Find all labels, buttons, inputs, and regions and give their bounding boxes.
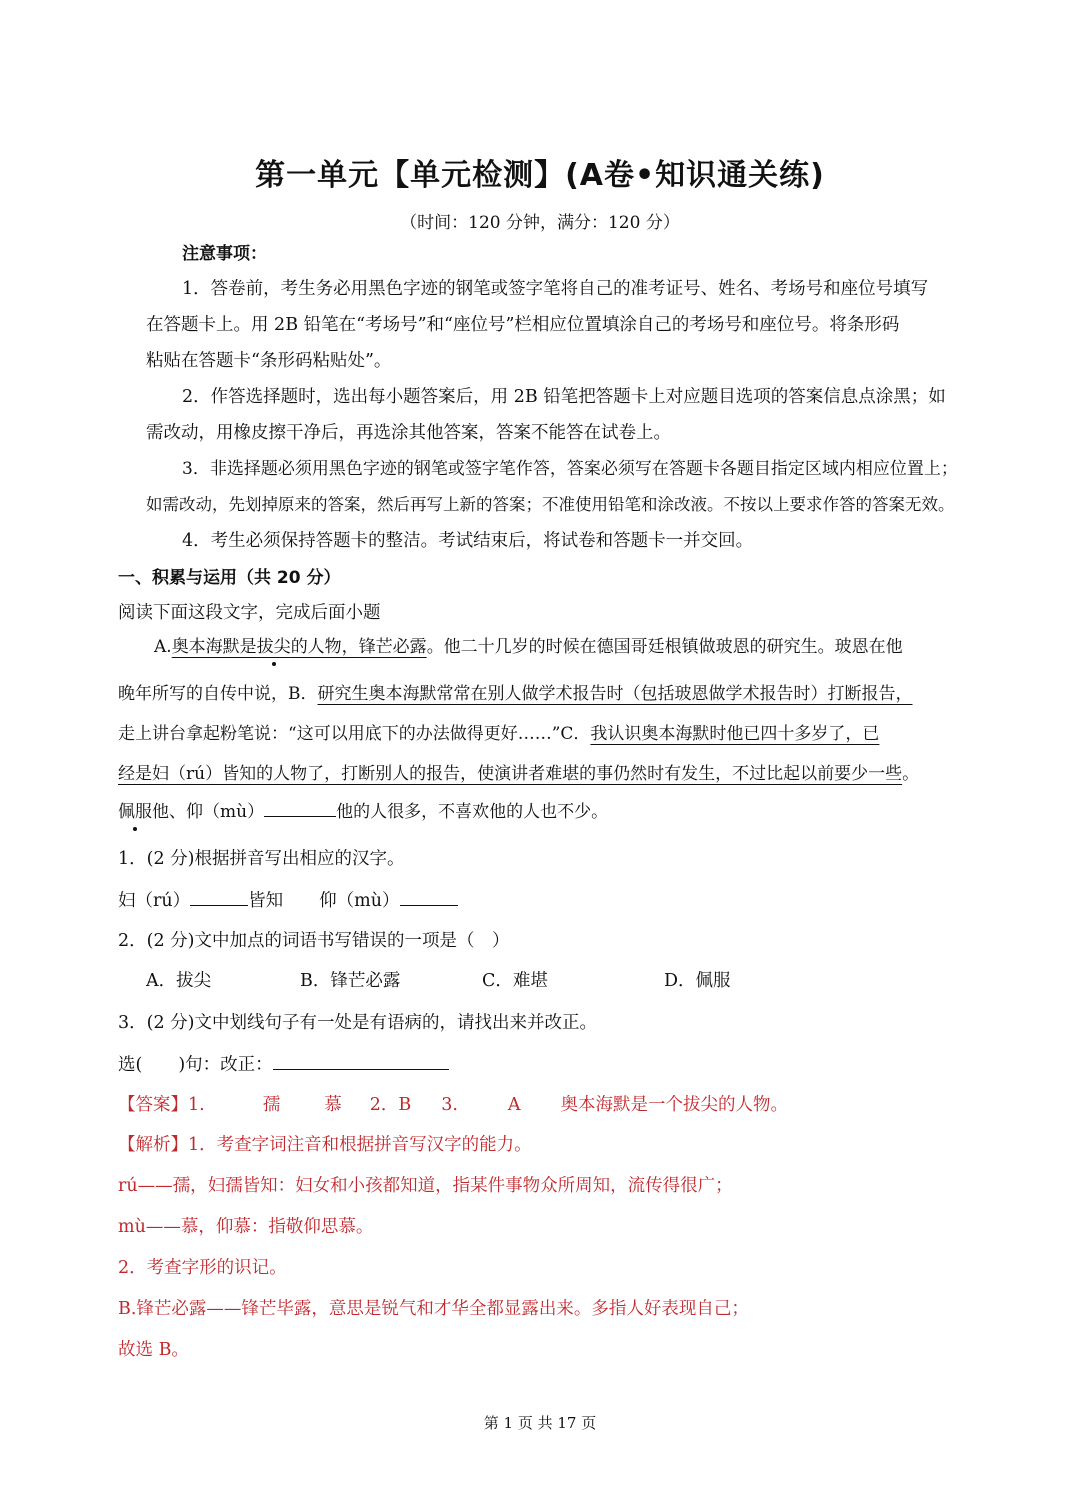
question-2-option-d[interactable]: D．佩服	[664, 971, 731, 991]
underlined-sentence-d-part2: 的事仍然时有发生，不过比起以前要少一些	[579, 764, 903, 784]
reading-intro: 阅读下面这段文字，完成后面小题	[118, 603, 381, 623]
analysis-text: 1．考查字词注音和根据拼音写汉字的能力。	[188, 1135, 532, 1155]
analysis-line-4: 2．考查字形的识记。	[118, 1258, 287, 1278]
notice-line-5: 需改动，用橡皮擦干净后，再选涂其他答案，答案不能答在试卷上。	[146, 423, 671, 443]
question-1-stem: 1．(2 分)根据拼音写出相应的汉字。	[118, 849, 405, 869]
notice-line-7: 如需改动，先划掉原来的答案，然后再写上新的答案；不准使用铅笔和涂改液。不按以上要求作答的答案无效。	[146, 495, 955, 514]
passage-text: 。他二十几岁的时候在德国哥廷根镇做玻恩的研究生。玻恩在他	[426, 637, 903, 657]
notice-line-8: 4．考生必须保持答题卡的整洁。考试结束后，将试卷和答题卡一并交回。	[182, 531, 754, 551]
answer-number: 3.	[441, 1095, 458, 1115]
answer-label: 【答案】	[118, 1095, 188, 1115]
passage-line-2	[118, 682, 913, 706]
q1-part-b-label: 仰（mù）	[319, 891, 400, 911]
dotted-word-bajian: 拔尖	[256, 637, 291, 657]
notice-line-4: 2．作答选择题时，选出每小题答案后，用 2B 铅笔把答题卡上对应题目选项的答案信息点涂黑；如	[182, 387, 946, 407]
analysis-line-3: mù——慕，仰慕：指敬仰思慕。	[118, 1217, 374, 1237]
underlined-sentence-c-part2: 经是妇（rú）皆知的人物了，打断别人的报告，	[118, 764, 478, 784]
passage-text: 他、仰（mù）	[152, 802, 265, 822]
sentence-a-marker: A.	[154, 637, 172, 657]
notice-line-2: 在答题卡上。用 2B 铅笔在“考场号”和“座位号”栏相应位置填涂自己的考场号和座位号。将条形码	[146, 315, 900, 335]
q1-part-a-suffix: 皆知	[248, 891, 284, 911]
underlined-sentence-b: 研究生奥本海默常常在别人做学术报告时（包括玻恩做学术报告时）打断报告，	[317, 684, 913, 704]
answer-blank[interactable]	[400, 887, 458, 906]
q3-select-label: 选(	[118, 1055, 143, 1075]
passage-line-5	[118, 798, 608, 824]
answer-blank[interactable]	[190, 887, 248, 906]
dotted-word-fengmangbilu: 锋芒必露	[358, 637, 427, 657]
blank-line	[264, 798, 336, 817]
question-2-option-c[interactable]: C．难堪	[482, 971, 548, 991]
q1-part-a-label: 妇（rú）	[118, 891, 191, 911]
answer-line	[118, 1093, 788, 1117]
passage-text: 走上讲台拿起粉笔说：“这可以用底下的办法做得更好……”C．	[118, 724, 591, 744]
question-3-stem: 3．(2 分)文中划线句子有一处是有语病的，请找出来并改正。	[118, 1013, 597, 1033]
notice-heading: 注意事项：	[182, 244, 267, 264]
answer-text: 慕	[324, 1095, 342, 1115]
question-2-stem: 2．(2 分)文中加点的词语书写错误的一项是（ ）	[118, 931, 510, 951]
answer-number: 1.	[188, 1095, 205, 1115]
notice-line-1: 1．答卷前，考生务必用黑色字迹的钢笔或签字笔将自己的准考证号、姓名、考场号和座位号填写	[182, 279, 929, 299]
underlined-sentence-a-part2: 的人物，	[290, 637, 359, 657]
dotted-word-nankan: 难堪	[545, 764, 580, 784]
passage-line-4	[118, 762, 919, 786]
analysis-line-6: 故选 B。	[118, 1340, 189, 1360]
passage-line-3	[118, 722, 879, 746]
page-number-footer: 第 1 页 共 17 页	[483, 1414, 597, 1432]
page-title: 第一单元【单元检测】(A卷•知识通关练)	[255, 158, 825, 193]
passage-line-1	[154, 635, 903, 659]
answer-text: 奥本海默是一个拔尖的人物。	[560, 1095, 789, 1115]
underlined-sentence-c-part1: 我认识奥本海默时他已四十多岁了，已	[590, 724, 880, 744]
answer-text: 孺	[262, 1095, 281, 1115]
notice-line-3: 粘贴在答题卡“条形码粘贴处”。	[146, 351, 392, 371]
exam-time-info: （时间：120 分钟，满分：120 分）	[400, 213, 680, 233]
analysis-label: 【解析】	[118, 1135, 188, 1155]
passage-text: 。	[902, 764, 920, 784]
analysis-line-5: B.锋芒必露——锋芒毕露，意思是锐气和才华全都显露出来。多指人好表现自己；	[118, 1299, 749, 1319]
answer-text: A	[507, 1095, 521, 1115]
answer-number: 2．B	[369, 1095, 412, 1115]
question-2-option-a[interactable]: A．拔尖	[146, 971, 212, 991]
underlined-sentence-d-part1: 使演讲者	[477, 764, 546, 784]
question-3-answer-line	[118, 1051, 449, 1077]
section-heading: 一、积累与运用（共 20 分）	[118, 568, 341, 588]
notice-line-6: 3．非选择题必须用黑色字迹的钢笔或签字笔作答，答案必须写在答题卡各题目指定区域内相应位置上；	[182, 459, 958, 479]
question-1-answer-line	[118, 887, 458, 913]
analysis-line-1	[118, 1133, 532, 1157]
q3-correction-label: )句：改正：	[178, 1055, 273, 1075]
underlined-sentence-a-part1: 奥本海默是	[171, 637, 257, 657]
answer-blank[interactable]	[273, 1051, 449, 1070]
passage-text: 晚年所写的自传中说，B．	[118, 684, 318, 704]
dotted-word-peifu: 佩服	[118, 802, 152, 822]
question-2-option-b[interactable]: B．锋芒必露	[300, 971, 401, 991]
passage-text: 他的人很多，不喜欢他的人也不少。	[336, 802, 609, 822]
analysis-line-2: rú——孺，妇孺皆知：妇女和小孩都知道，指某件事物众所周知，流传得很广；	[118, 1176, 733, 1196]
